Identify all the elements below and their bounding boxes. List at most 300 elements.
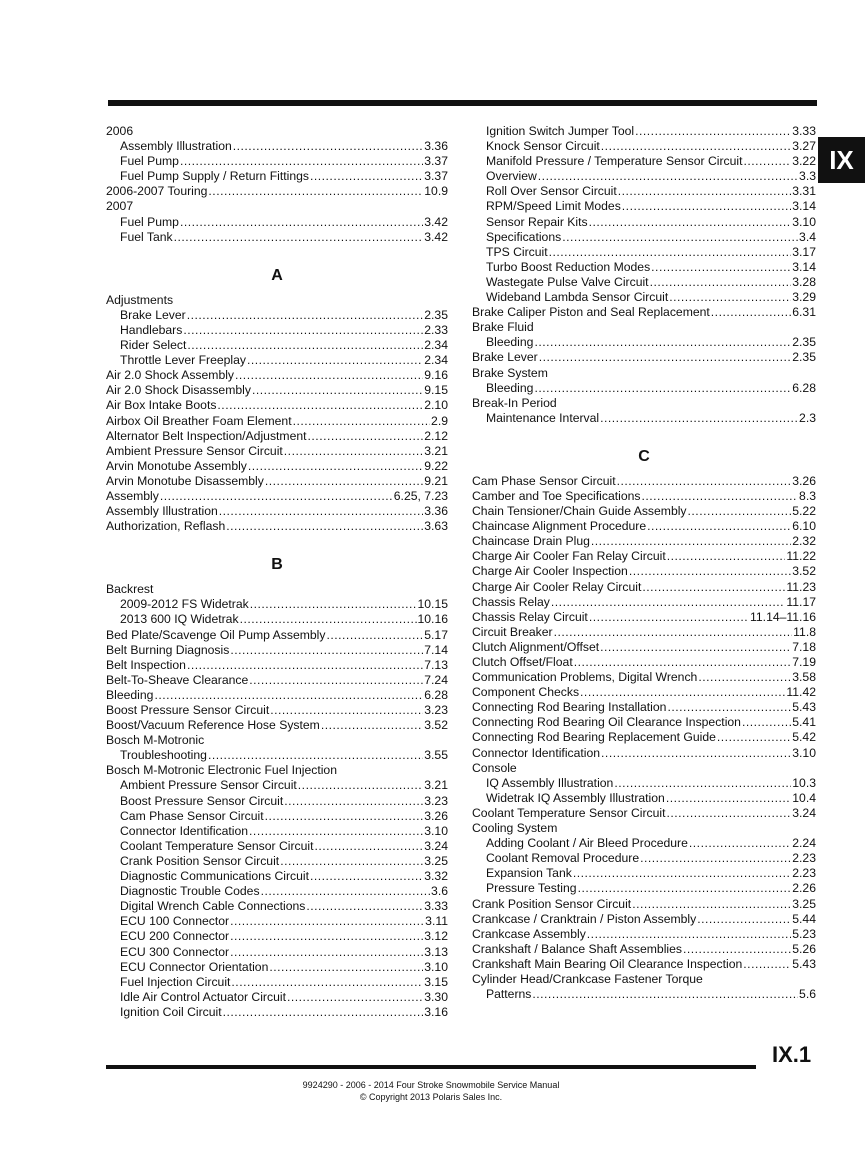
index-entry bbox=[472, 564, 816, 579]
entry-text: Brake Fluid bbox=[472, 320, 534, 335]
dot-leader bbox=[287, 990, 423, 1005]
index-entry bbox=[106, 169, 448, 184]
dot-leader bbox=[247, 353, 423, 368]
dot-leader bbox=[717, 730, 791, 745]
index-entry bbox=[106, 628, 448, 643]
index-entry bbox=[106, 794, 448, 809]
entry-text: Maintenance Interval bbox=[486, 410, 600, 425]
index-entry bbox=[106, 990, 448, 1005]
entry-text: Clutch Offset/Float bbox=[472, 655, 573, 669]
entry-page: 2.26 bbox=[792, 881, 816, 896]
dot-leader bbox=[308, 429, 424, 444]
footer-manual-title: 9924290 - 2006 - 2014 Four Stroke Snowmobile Service Manual bbox=[302, 1080, 560, 1090]
dot-leader bbox=[551, 595, 786, 610]
dot-leader bbox=[698, 670, 791, 685]
entry-text: Chaincase Drain Plug bbox=[472, 534, 590, 549]
entry-page: 8.3 bbox=[799, 488, 816, 503]
dot-leader bbox=[230, 929, 423, 944]
entry-text: Assembly bbox=[106, 488, 159, 503]
index-entry bbox=[106, 124, 448, 139]
entry-text: Belt Inspection bbox=[106, 657, 186, 672]
spacer bbox=[106, 285, 448, 293]
entry-text: Cooling System bbox=[472, 821, 558, 836]
index-entry bbox=[106, 154, 448, 169]
entry-text: Arvin Monotube Assembly bbox=[106, 458, 247, 473]
dot-leader bbox=[601, 746, 791, 761]
dot-leader bbox=[614, 776, 791, 791]
dot-leader bbox=[293, 414, 430, 429]
index-entry bbox=[472, 972, 816, 987]
entry-page: 2.34 bbox=[424, 338, 448, 353]
index-entry bbox=[472, 610, 816, 625]
entry-text: Air 2.0 Shock Disassembly bbox=[106, 383, 251, 398]
dot-leader bbox=[669, 290, 791, 305]
entry-page: 2.23 bbox=[792, 866, 816, 881]
entry-text: Specifications bbox=[486, 229, 562, 244]
index-entry bbox=[106, 869, 448, 884]
entry-page: 7.13 bbox=[424, 657, 448, 672]
index-entry bbox=[472, 305, 816, 320]
dot-leader bbox=[233, 139, 424, 154]
dot-leader bbox=[284, 794, 423, 809]
entry-page: 3.33 bbox=[424, 899, 448, 914]
dot-leader bbox=[562, 230, 798, 245]
entry-text: Expansion Tank bbox=[486, 866, 572, 881]
entry-text: Throttle Lever Freeplay bbox=[120, 353, 246, 368]
index-entry bbox=[472, 335, 816, 350]
entry-text: Wideband Lambda Sensor Circuit bbox=[486, 290, 669, 305]
index-entry bbox=[106, 474, 448, 489]
entry-text: Arvin Monotube Disassembly bbox=[106, 473, 264, 488]
dot-leader bbox=[573, 866, 791, 881]
dot-leader bbox=[217, 398, 423, 413]
index-entry bbox=[472, 230, 816, 245]
entry-text: Connector Identification bbox=[472, 745, 601, 760]
index-entry bbox=[106, 199, 448, 214]
entry-text: Boost Pressure Sensor Circuit bbox=[106, 703, 270, 717]
index-entry bbox=[106, 429, 448, 444]
index-entry bbox=[106, 960, 448, 975]
entry-text: Cylinder Head/Crankcase Fastener Torque bbox=[472, 971, 703, 986]
entry-page: 3.28 bbox=[792, 274, 816, 289]
dot-leader bbox=[667, 806, 792, 821]
entry-page: 3.22 bbox=[792, 154, 816, 169]
entry-page: 6.28 bbox=[424, 687, 448, 702]
dot-leader bbox=[589, 610, 749, 625]
entry-page: 2.35 bbox=[424, 307, 448, 322]
dot-leader bbox=[549, 245, 792, 260]
dot-leader bbox=[744, 154, 792, 169]
dot-leader bbox=[632, 897, 791, 912]
index-entry bbox=[472, 821, 816, 836]
entry-text: Crank Position Sensor Circuit bbox=[472, 896, 632, 911]
entry-page: 3.42 bbox=[424, 229, 448, 244]
entry-page: 3.25 bbox=[424, 853, 448, 868]
index-entry bbox=[472, 549, 816, 564]
dot-leader bbox=[315, 839, 424, 854]
index-entry bbox=[106, 643, 448, 658]
entry-page: 7.24 bbox=[424, 672, 448, 687]
entry-text: Crank Position Sensor Circuit bbox=[120, 853, 280, 868]
spacer bbox=[106, 574, 448, 582]
entry-text: Roll Over Sensor Circuit bbox=[486, 184, 617, 199]
dot-leader bbox=[160, 489, 393, 504]
index-entry bbox=[106, 459, 448, 474]
index-entry bbox=[472, 881, 816, 896]
entry-page: 3.11 bbox=[425, 914, 448, 929]
index-entry bbox=[472, 320, 816, 335]
entry-text: Airbox Oil Breather Foam Element bbox=[106, 413, 292, 428]
index-entry bbox=[472, 851, 816, 866]
dot-leader bbox=[538, 169, 798, 184]
entry-text: Connector Identification bbox=[120, 823, 249, 838]
entry-page: 5.42 bbox=[792, 730, 816, 745]
entry-text: Assembly Illustration bbox=[106, 504, 218, 519]
dot-leader bbox=[600, 640, 791, 655]
letter-heading: A bbox=[271, 266, 283, 284]
index-entry bbox=[106, 184, 448, 199]
index-entry bbox=[106, 504, 448, 519]
index-entry bbox=[106, 839, 448, 854]
index-entry bbox=[472, 534, 816, 549]
entry-text: IQ Assembly Illustration bbox=[486, 775, 614, 790]
entry-text: Chaincase Alignment Procedure bbox=[472, 519, 647, 534]
letter-heading: C bbox=[638, 447, 650, 465]
entry-page: 3.14 bbox=[792, 199, 816, 214]
dot-leader bbox=[667, 700, 791, 715]
index-column-right bbox=[472, 124, 816, 1002]
entry-text: Brake System bbox=[472, 365, 548, 380]
index-entry bbox=[472, 746, 816, 761]
index-entry bbox=[106, 884, 448, 899]
index-entry bbox=[472, 504, 816, 519]
index-entry bbox=[472, 715, 816, 730]
index-entry bbox=[472, 396, 816, 411]
index-entry bbox=[472, 411, 816, 426]
entry-text: Rider Select bbox=[120, 338, 187, 353]
dot-leader bbox=[249, 673, 423, 688]
entry-page: 3.14 bbox=[792, 259, 816, 274]
dot-leader bbox=[641, 489, 798, 504]
entry-text: Wastegate Pulse Valve Circuit bbox=[486, 274, 649, 289]
dot-leader bbox=[622, 199, 791, 214]
entry-page: 5.43 bbox=[792, 956, 816, 971]
index-entry bbox=[472, 366, 816, 381]
entry-text: Camber and Toe Specifications bbox=[472, 488, 641, 503]
index-entry bbox=[106, 929, 448, 944]
index-entry bbox=[472, 670, 816, 685]
entry-text: Crankcase / Cranktrain / Piston Assembly bbox=[472, 911, 697, 926]
dot-leader bbox=[284, 444, 423, 459]
index-entry bbox=[472, 260, 816, 275]
entry-text: Bleeding bbox=[106, 687, 154, 702]
entry-text: Communication Problems, Digital Wrench bbox=[472, 670, 698, 685]
dot-leader bbox=[689, 836, 791, 851]
entry-text: Brake Lever bbox=[472, 350, 538, 365]
entry-page: 3.24 bbox=[792, 805, 816, 820]
dot-leader bbox=[265, 809, 424, 824]
entry-text: Crankcase Assembly bbox=[472, 926, 586, 941]
entry-page: 5.22 bbox=[792, 504, 816, 519]
entry-page: 11.8 bbox=[793, 624, 816, 639]
entry-page: 3.23 bbox=[424, 703, 448, 717]
index-entry bbox=[106, 778, 448, 793]
entry-text: Bleeding bbox=[486, 380, 534, 395]
entry-text: Backrest bbox=[106, 582, 154, 597]
dot-leader bbox=[208, 748, 423, 763]
index-column-left bbox=[106, 124, 448, 1020]
entry-page: 10.9 bbox=[424, 184, 448, 199]
dot-leader bbox=[647, 519, 791, 534]
entry-text: 2007 bbox=[106, 199, 134, 214]
index-entry bbox=[106, 763, 448, 778]
index-entry bbox=[472, 776, 816, 791]
entry-page: 3.63 bbox=[424, 519, 448, 534]
index-entry bbox=[472, 595, 816, 610]
entry-page: 3.33 bbox=[792, 124, 816, 138]
entry-text: Diagnostic Communications Circuit bbox=[120, 869, 309, 884]
entry-text: Ambient Pressure Sensor Circuit bbox=[120, 778, 297, 793]
dot-leader bbox=[629, 564, 791, 579]
dot-leader bbox=[587, 927, 791, 942]
entry-page: 2.34 bbox=[424, 353, 448, 368]
entry-text: Turbo Boost Reduction Modes bbox=[486, 259, 651, 274]
top-rule bbox=[108, 100, 817, 106]
entry-page: 5.43 bbox=[792, 700, 816, 715]
entry-text: Assembly Illustration bbox=[120, 139, 232, 154]
index-entry bbox=[472, 215, 816, 230]
entry-page: 3.10 bbox=[792, 745, 816, 760]
dot-leader bbox=[534, 381, 791, 396]
dot-leader bbox=[230, 945, 423, 960]
entry-page: 3.26 bbox=[792, 473, 816, 488]
entry-page: 3.21 bbox=[424, 778, 448, 793]
index-entry bbox=[106, 809, 448, 824]
index-entry bbox=[472, 806, 816, 821]
dot-leader bbox=[226, 519, 423, 534]
index-entry bbox=[106, 293, 448, 308]
entry-text: Fuel Pump Supply / Return Fittings bbox=[120, 169, 309, 184]
entry-text: Crankshaft Main Bearing Oil Clearance Inspection bbox=[472, 956, 743, 971]
index-entry bbox=[106, 444, 448, 459]
entry-text: Bleeding bbox=[486, 335, 534, 350]
index-entry bbox=[472, 519, 816, 534]
index-entry bbox=[106, 308, 448, 323]
index-entry bbox=[106, 519, 448, 534]
index-entry bbox=[472, 640, 816, 655]
entry-page: 2.9 bbox=[431, 413, 448, 428]
entry-text: Clutch Alignment/Offset bbox=[472, 639, 600, 654]
index-entry bbox=[472, 580, 816, 595]
index-entry bbox=[472, 625, 816, 640]
page-number: IX.1 bbox=[772, 1042, 812, 1067]
index-entry bbox=[106, 824, 448, 839]
entry-text: Boost Pressure Sensor Circuit bbox=[120, 793, 284, 808]
entry-text: Widetrak IQ Assembly Illustration bbox=[486, 790, 665, 805]
dot-leader bbox=[231, 975, 423, 990]
index-entry bbox=[472, 124, 816, 139]
entry-text: Diagnostic Trouble Codes bbox=[120, 884, 260, 899]
dot-leader bbox=[635, 124, 791, 139]
entry-page: 3.52 bbox=[792, 564, 816, 579]
index-entry bbox=[472, 275, 816, 290]
entry-text: TPS Circuit bbox=[486, 244, 548, 259]
index-entry bbox=[472, 791, 816, 806]
entry-text: 2009-2012 FS Widetrak bbox=[120, 597, 249, 612]
index-entry bbox=[106, 673, 448, 688]
entry-text: Fuel Pump bbox=[120, 214, 179, 229]
entry-text: Chain Tensioner/Chain Guide Assembly bbox=[472, 504, 687, 519]
entry-page: 3.16 bbox=[424, 1004, 448, 1019]
dot-leader bbox=[240, 612, 417, 627]
entry-text: ECU 300 Connector bbox=[120, 944, 230, 959]
dot-leader bbox=[230, 914, 424, 929]
entry-page: 11.23 bbox=[786, 579, 816, 594]
entry-page: 10.16 bbox=[417, 612, 448, 627]
entry-text: 2006 bbox=[106, 124, 134, 138]
entry-text: Bed Plate/Scavenge Oil Pump Assembly bbox=[106, 627, 326, 642]
entry-page: 9.15 bbox=[424, 383, 448, 398]
index-entry bbox=[106, 688, 448, 703]
index-entry bbox=[106, 139, 448, 154]
entry-page: 5.44 bbox=[792, 911, 816, 926]
index-entry bbox=[106, 658, 448, 673]
entry-text: Adjustments bbox=[106, 292, 174, 307]
entry-text: Coolant Temperature Sensor Circuit bbox=[120, 838, 314, 853]
entry-text: Bosch M-Motronic bbox=[106, 733, 205, 748]
index-entry bbox=[106, 914, 448, 929]
dot-leader bbox=[298, 778, 423, 793]
entry-text: Sensor Repair Kits bbox=[486, 214, 588, 229]
entry-text: Crankshaft / Balance Shaft Assemblies bbox=[472, 941, 683, 956]
entry-text: Boost/Vacuum Reference Hose System bbox=[106, 718, 320, 733]
entry-text: Ambient Pressure Sensor Circuit bbox=[106, 443, 283, 458]
entry-page: 3.15 bbox=[424, 974, 448, 989]
entry-page: 5.26 bbox=[792, 941, 816, 956]
entry-page: 3.4 bbox=[799, 229, 816, 244]
index-entry bbox=[472, 700, 816, 715]
index-entry bbox=[472, 199, 816, 214]
index-entry bbox=[472, 381, 816, 396]
entry-page: 2.10 bbox=[424, 398, 448, 413]
entry-page: 3.17 bbox=[792, 244, 816, 259]
entry-text: Patterns bbox=[486, 987, 532, 1002]
entry-page: 11.17 bbox=[786, 594, 816, 609]
entry-page: 3.30 bbox=[424, 989, 448, 1004]
entry-page: 2.12 bbox=[424, 428, 448, 443]
entry-page: 5.41 bbox=[792, 715, 816, 730]
entry-text: Charge Air Cooler Fan Relay Circuit bbox=[472, 549, 666, 564]
dot-leader bbox=[683, 942, 791, 957]
entry-text: RPM/Speed Limit Modes bbox=[486, 199, 621, 214]
spacer bbox=[472, 426, 816, 448]
entry-page: 3.24 bbox=[424, 838, 448, 853]
entry-page: 3.27 bbox=[792, 139, 816, 154]
entry-page: 3.55 bbox=[424, 748, 448, 763]
entry-page: 3.26 bbox=[424, 808, 448, 823]
index-entry bbox=[472, 184, 816, 199]
entry-page: 3.42 bbox=[424, 214, 448, 229]
entry-text: Brake Lever bbox=[120, 307, 186, 322]
entry-page: 2.23 bbox=[792, 851, 816, 866]
index-entry bbox=[472, 957, 816, 972]
entry-page: 11.42 bbox=[786, 685, 816, 700]
dot-leader bbox=[650, 275, 792, 290]
dot-leader bbox=[306, 899, 423, 914]
dot-leader bbox=[742, 715, 791, 730]
dot-leader bbox=[310, 869, 423, 884]
entry-page: 9.16 bbox=[424, 368, 448, 383]
entry-text: Charge Air Cooler Inspection bbox=[472, 564, 628, 579]
dot-leader bbox=[591, 534, 791, 549]
index-entry bbox=[106, 338, 448, 353]
index-entry bbox=[472, 942, 816, 957]
entry-page: 7.14 bbox=[424, 642, 448, 657]
entry-page: 11.22 bbox=[786, 549, 816, 564]
index-entry bbox=[472, 169, 816, 184]
entry-page: 9.22 bbox=[424, 458, 448, 473]
entry-text: Coolant Removal Procedure bbox=[486, 851, 640, 866]
index-entry bbox=[106, 398, 448, 413]
entry-page: 10.15 bbox=[417, 597, 448, 612]
index-entry bbox=[472, 290, 816, 305]
entry-page: 6.31 bbox=[792, 305, 816, 320]
dot-leader bbox=[280, 854, 423, 869]
dot-leader bbox=[269, 960, 423, 975]
entry-text: Air 2.0 Shock Assembly bbox=[106, 368, 235, 383]
index-entry bbox=[106, 718, 448, 733]
dot-leader bbox=[187, 338, 423, 353]
entry-text: Ignition Switch Jumper Tool bbox=[486, 124, 635, 138]
index-entry bbox=[472, 655, 816, 670]
index-entry bbox=[106, 368, 448, 383]
dot-leader bbox=[265, 474, 423, 489]
entry-text: Chassis Relay Circuit bbox=[472, 609, 588, 624]
entry-text: Belt Burning Diagnosis bbox=[106, 642, 230, 657]
index-entry bbox=[472, 761, 816, 776]
index-entry bbox=[472, 685, 816, 700]
entry-text: Coolant Temperature Sensor Circuit bbox=[472, 805, 666, 820]
dot-leader bbox=[208, 184, 423, 199]
dot-leader bbox=[688, 504, 792, 519]
entry-page: 3.32 bbox=[424, 869, 448, 884]
dot-leader bbox=[187, 658, 423, 673]
dot-leader bbox=[617, 474, 792, 489]
footer-copyright: © Copyright 2013 Polaris Sales Inc. bbox=[359, 1092, 503, 1102]
entry-page: 3.10 bbox=[424, 823, 448, 838]
entry-page: 3.10 bbox=[792, 214, 816, 229]
entry-text: Bosch M-Motronic Electronic Fuel Injection bbox=[106, 763, 337, 778]
entry-page: 3.29 bbox=[792, 290, 816, 305]
entry-text: Connecting Rod Bearing Replacement Guide bbox=[472, 730, 716, 745]
dot-leader bbox=[532, 987, 798, 1002]
entry-text: ECU 100 Connector bbox=[120, 914, 230, 929]
entry-text: Fuel Injection Circuit bbox=[120, 974, 231, 989]
index-entry bbox=[106, 383, 448, 398]
entry-text: Belt-To-Sheave Clearance bbox=[106, 672, 249, 687]
entry-text: Troubleshooting bbox=[120, 748, 207, 763]
entry-page: 3.10 bbox=[424, 959, 448, 974]
index-entry bbox=[106, 612, 448, 627]
index-entry bbox=[106, 230, 448, 245]
index-entry bbox=[106, 582, 448, 597]
dot-leader bbox=[183, 323, 423, 338]
entry-text: Brake Caliper Piston and Seal Replacement bbox=[472, 305, 710, 320]
entry-page: 3.3 bbox=[799, 169, 816, 184]
dot-leader bbox=[711, 305, 791, 320]
entry-page: 3.31 bbox=[792, 184, 816, 199]
dot-leader bbox=[600, 411, 798, 426]
